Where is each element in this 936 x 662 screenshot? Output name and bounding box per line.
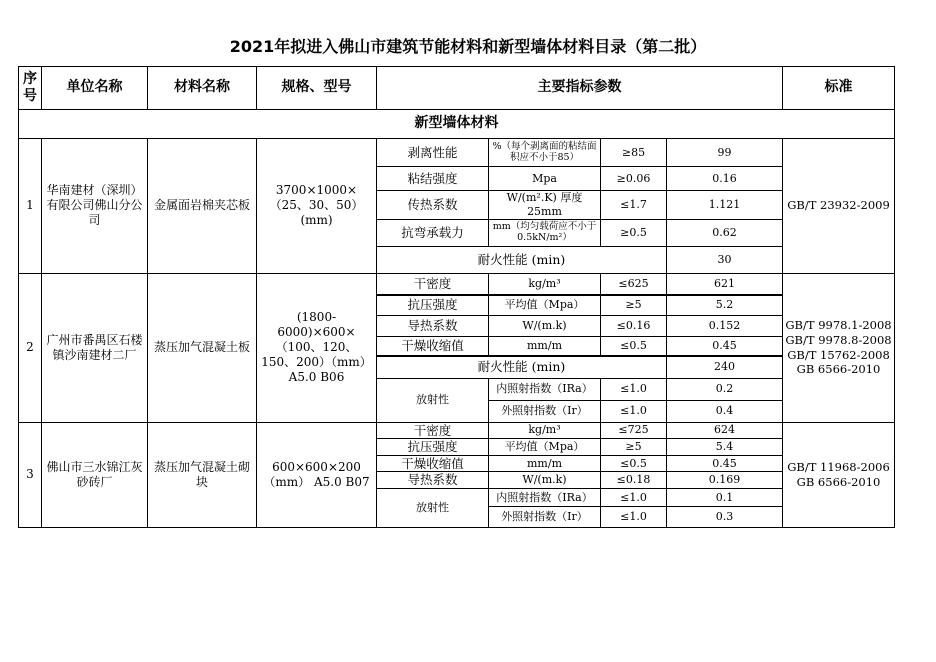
param-requirement: ≤0.16: [601, 315, 667, 336]
header-seq: 序号: [19, 67, 42, 110]
param-name: 粘结强度: [377, 167, 489, 191]
header-material: 材料名称: [148, 67, 257, 110]
param-requirement: ≤1.0: [601, 378, 667, 400]
fire-rating-value: 30: [667, 246, 783, 273]
fire-rating-label: 耐火性能 (min): [377, 246, 667, 273]
standard-line: GB/T 9978.8-2008: [785, 332, 892, 347]
param-name: 干燥收缩值: [377, 455, 489, 472]
param-requirement: ≤0.5: [601, 455, 667, 472]
row-standard: GB/T 23932-2009: [783, 139, 895, 274]
param-requirement: ≥5: [601, 439, 667, 456]
param-name: 干燥收缩值: [377, 336, 489, 356]
standard-line: GB 6566-2010: [796, 362, 881, 377]
header-spec: 规格、型号: [257, 67, 377, 110]
param-requirement: ≤1.0: [601, 489, 667, 507]
row-unit: 华南建材（深圳）有限公司佛山分公司: [42, 139, 148, 274]
table-row: [19, 139, 895, 167]
row-material: 蒸压加气混凝土板: [148, 273, 257, 422]
param-condition: 平均值（Mpa）: [489, 439, 601, 456]
fire-rating-label: 耐火性能 (min): [377, 356, 667, 378]
row-standard: [783, 422, 895, 528]
section-row: [19, 110, 895, 139]
section-label: 新型墙体材料: [19, 110, 895, 139]
param-condition: W/(m.k): [489, 472, 601, 489]
param-value: 0.45: [667, 336, 783, 356]
param-requirement: ≥5: [601, 295, 667, 315]
row-unit: 广州市番禺区石楼镇沙南建材二厂: [42, 273, 148, 422]
param-value: 624: [667, 422, 783, 439]
standard-line: GB/T 9978.1-2008: [785, 317, 892, 332]
header-params: 主要指标参数: [377, 67, 783, 110]
standard-line: GB 6566-2010: [796, 474, 881, 489]
row-standard: [783, 273, 895, 422]
param-value: 0.16: [667, 167, 783, 191]
param-value: 5.2: [667, 295, 783, 315]
page-title: 2021年拟进入佛山市建筑节能材料和新型墙体材料目录（第二批）: [229, 37, 707, 56]
param-condition: kg/m³: [489, 273, 601, 295]
param-condition: 内照射指数（IRa）: [489, 489, 601, 507]
param-condition: Mpa: [489, 167, 601, 191]
param-condition: %（每个剥离面的粘结面积应不小于85）: [489, 139, 601, 167]
param-value: 0.62: [667, 219, 783, 246]
param-requirement: ≤1.0: [601, 400, 667, 422]
param-value: 99: [667, 139, 783, 167]
param-condition: 外照射指数（Ir）: [489, 507, 601, 528]
param-name: 干密度: [377, 422, 489, 439]
param-name: 导热系数: [377, 315, 489, 336]
param-name: 传热系数: [377, 191, 489, 220]
param-value: 621: [667, 273, 783, 295]
param-value: 0.2: [667, 378, 783, 400]
table-row: [19, 273, 895, 295]
param-requirement: ≥0.06: [601, 167, 667, 191]
param-condition: 内照射指数（IRa）: [489, 378, 601, 400]
param-value: 0.169: [667, 472, 783, 489]
param-condition: 外照射指数（Ir）: [489, 400, 601, 422]
param-condition: W/(m.k): [489, 315, 601, 336]
param-name: 导热系数: [377, 472, 489, 489]
param-requirement: ≤1.0: [601, 507, 667, 528]
param-requirement: ≥85: [601, 139, 667, 167]
radiation-label: 放射性: [377, 378, 489, 422]
header-unit: 单位名称: [42, 67, 148, 110]
param-name: 抗压强度: [377, 295, 489, 315]
row-spec: 600×600×200（mm） A5.0 B07: [257, 422, 377, 528]
param-requirement: ≤0.18: [601, 472, 667, 489]
param-requirement: ≤725: [601, 422, 667, 439]
param-condition: mm/m: [489, 336, 601, 356]
param-requirement: ≥0.5: [601, 219, 667, 246]
param-name: 抗压强度: [377, 439, 489, 456]
param-condition: kg/m³: [489, 422, 601, 439]
param-name: 干密度: [377, 273, 489, 295]
param-condition: 平均值（Mpa）: [489, 295, 601, 315]
param-condition: mm（均匀载荷应不小于0.5kN/m²）: [489, 219, 601, 246]
row-seq: 1: [19, 139, 42, 274]
param-value: 0.4: [667, 400, 783, 422]
row-unit: 佛山市三水锦江灰砂砖厂: [42, 422, 148, 528]
fire-rating-value: 240: [667, 356, 783, 378]
row-material: 蒸压加气混凝土砌块: [148, 422, 257, 528]
param-value: 0.45: [667, 455, 783, 472]
standard-line: GB/T 15762-2008: [787, 347, 890, 362]
row-material: 金属面岩棉夹芯板: [148, 139, 257, 274]
header-standard: 标准: [783, 67, 895, 110]
param-condition: mm/m: [489, 455, 601, 472]
param-requirement: ≤1.7: [601, 191, 667, 220]
param-condition: W/(m².K) 厚度25mm: [489, 191, 601, 220]
row-seq: 2: [19, 273, 42, 422]
param-requirement: ≤0.5: [601, 336, 667, 356]
param-name: 剥离性能: [377, 139, 489, 167]
param-requirement: ≤625: [601, 273, 667, 295]
standard-line: GB/T 11968-2006: [787, 459, 890, 474]
param-value: 0.1: [667, 489, 783, 507]
param-value: 0.3: [667, 507, 783, 528]
param-value: 1.121: [667, 191, 783, 220]
row-seq: 3: [19, 422, 42, 528]
row-spec: 3700×1000×（25、30、50）(mm): [257, 139, 377, 274]
param-value: 5.4: [667, 439, 783, 456]
row-spec: (1800-6000)×600×（100、120、150、200）（mm） A5.0 B06: [257, 273, 377, 422]
material-table: [18, 66, 895, 528]
table-row: [19, 422, 895, 439]
param-value: 0.152: [667, 315, 783, 336]
radiation-label: 放射性: [377, 489, 489, 528]
param-name: 抗弯承载力: [377, 219, 489, 246]
header-row: [19, 67, 895, 110]
